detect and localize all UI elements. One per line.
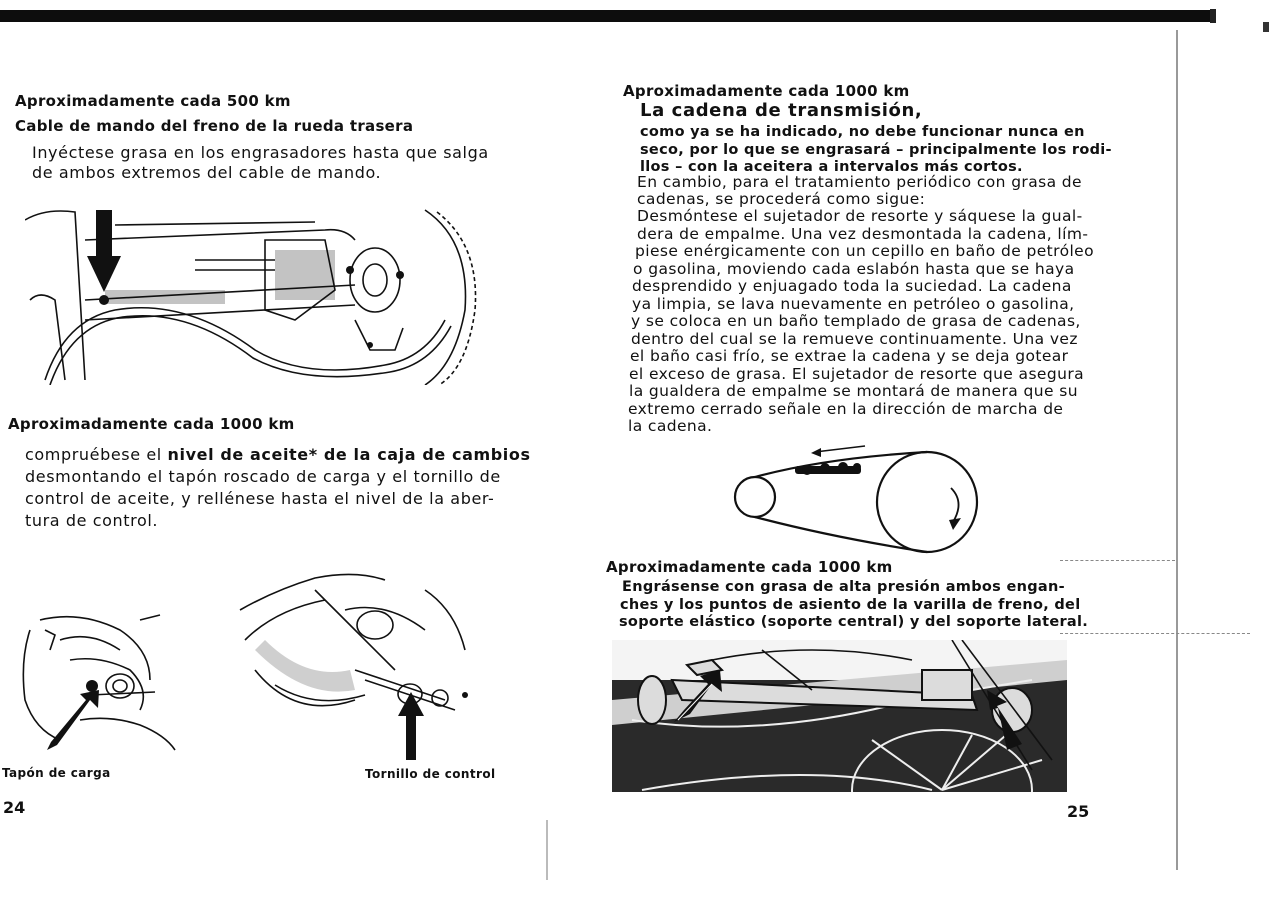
right-section2-bold-line: ches y los puntos de asiento de la varilla de freno, del bbox=[620, 597, 1081, 613]
right-section1-title: La cadena de transmisión, bbox=[640, 100, 923, 121]
oil-control-screw-illustration bbox=[235, 570, 480, 765]
right-section2-bold-line: Engrásense con grasa de alta presión ambos engan- bbox=[622, 579, 1065, 595]
scan-dashed-rule bbox=[1060, 633, 1250, 635]
left-section2-line: desmontando el tapón roscado de carga y el tornillo de bbox=[25, 467, 501, 486]
right-body-line: la cadena. bbox=[628, 417, 713, 435]
right-body-line: Desmóntese el sujetador de resorte y sáquese la gual- bbox=[637, 207, 1083, 225]
right-body-line: el baño casi frío, se extrae la cadena y se deja gotear bbox=[630, 347, 1069, 365]
right-section1-interval: Aproximadamente cada 1000 km bbox=[623, 82, 910, 100]
oil-filler-plug-illustration bbox=[0, 600, 200, 755]
top-binding-bar bbox=[0, 10, 1210, 22]
right-body-line: En cambio, para el tratamiento periódico con grasa de bbox=[637, 173, 1082, 191]
oil-level-emphasis: nivel de aceite* de la caja de cambios bbox=[167, 445, 531, 464]
right-section1-bold-line: llos – con la aceitera a intervalos más cortos. bbox=[640, 159, 1023, 175]
right-body-line: o gasolina, moviendo cada eslabón hasta que se haya bbox=[633, 260, 1075, 278]
left-section1-line: de ambos extremos del cable de mando. bbox=[32, 163, 382, 182]
left-section1-interval: Aproximadamente cada 500 km bbox=[15, 92, 291, 110]
right-body-line: extremo cerrado señale en la dirección de marcha de bbox=[628, 400, 1064, 418]
left-section1-title: Cable de mando del freno de la rueda trasera bbox=[15, 117, 414, 135]
brake-cable-illustration bbox=[25, 200, 480, 385]
left-section2-line1 bbox=[25, 444, 531, 466]
right-section2-bold-line: soporte elástico (soporte central) y del soporte lateral. bbox=[619, 614, 1089, 630]
caption-oil-filler-plug: Tapón de carga bbox=[2, 766, 111, 780]
right-body-line: el exceso de grasa. El sujetador de resorte que asegura bbox=[629, 365, 1084, 383]
left-section2-interval: Aproximadamente cada 1000 km bbox=[8, 415, 295, 433]
right-body-line: piese enérgicamente con un cepillo en baño de petróleo bbox=[635, 242, 1094, 260]
right-body-line: la gualdera de empalme se montará de manera que su bbox=[629, 382, 1078, 400]
top-binding-edge bbox=[1210, 9, 1216, 23]
left-section2-line1-prefix: compruébese el bbox=[25, 445, 168, 464]
left-section2-line: tura de control. bbox=[25, 511, 159, 530]
page-gutter bbox=[546, 820, 548, 880]
caption-oil-control-screw: Tornillo de control bbox=[365, 767, 496, 781]
right-body-line: cadenas, se procederá como sigue: bbox=[637, 190, 926, 208]
left-section2-line: control de aceite, y rellénese hasta el nivel de la aber- bbox=[25, 489, 495, 508]
page-number-right: 25 bbox=[1067, 802, 1090, 821]
right-body-line: y se coloca en un baño templado de grasa de cadenas, bbox=[631, 312, 1081, 330]
stand-grease-points-illustration bbox=[612, 640, 1067, 792]
chain-drive-diagram bbox=[725, 440, 990, 555]
right-section1-bold-line: como ya se ha indicado, no debe funcionar nunca en bbox=[640, 124, 1085, 140]
right-section2-interval: Aproximadamente cada 1000 km bbox=[606, 558, 893, 576]
scan-dashed-rule bbox=[1060, 560, 1175, 562]
right-body-line: desprendido y enjuagado toda la suciedad. La cadena bbox=[632, 277, 1072, 295]
right-body-line: dentro del cual se la remueve continuamente. Una vez bbox=[631, 330, 1078, 348]
right-section1-bold-line: seco, por lo que se engrasará – principalmente los rodi- bbox=[640, 142, 1112, 158]
scan-mark bbox=[1263, 22, 1269, 32]
right-page-edge bbox=[1176, 30, 1178, 870]
left-section1-line: Inyéctese grasa en los engrasadores hasta que salga bbox=[32, 143, 489, 162]
right-body-line: dera de empalme. Una vez desmontada la cadena, lím- bbox=[637, 225, 1089, 243]
page-number-left: 24 bbox=[3, 798, 26, 817]
right-body-line: ya limpia, se lava nuevamente en petróleo o gasolina, bbox=[632, 295, 1075, 313]
